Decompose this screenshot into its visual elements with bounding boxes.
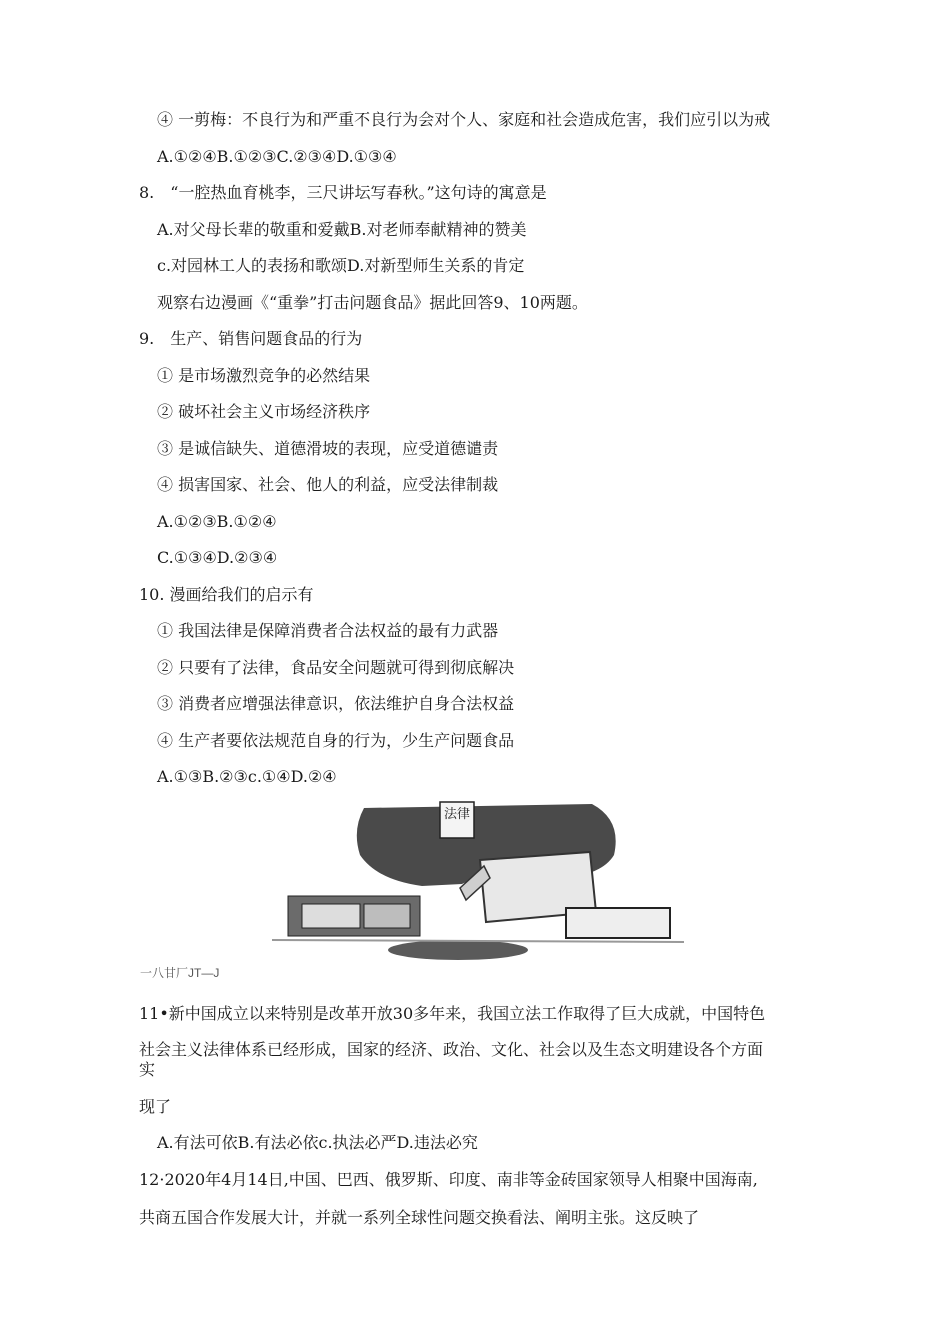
q12-stem-line2: 共商五国合作发展大计，并就一系列全球性问题交换看法、阐明主张。这反映了 [139,1208,700,1227]
q11-stem-line3: 实 [139,1060,156,1079]
q11-stem-line2: 社会主义法律体系已经形成，国家的经济、政治、文化、社会以及生态文明建设各个方面 [139,1040,764,1059]
q9-item3: ③ 是诚信缺失、道德滑坡的表现，应受道德谴责 [157,439,499,458]
q11-stem-line4: 现了 [139,1097,172,1116]
q9-item4: ④ 损害国家、社会、他人的利益，应受法律制裁 [157,475,499,494]
q8-stem: 8. “一腔热血育桃李，三尺讲坛写春秋。”这句诗的寓意是 [139,183,547,202]
q8-options-cd: c.对园林工人的表扬和歌颂D.对新型师生关系的肯定 [157,256,525,275]
q10-item2: ② 只要有了法律，食品安全问题就可得到彻底解决 [157,658,515,677]
q11-options: A.有法可依B.有法必依c.执法必严D.违法必究 [157,1133,478,1152]
q9-item2: ② 破坏社会主义市场经济秩序 [157,402,371,421]
law-sign-text-1: 法律 [443,807,471,822]
cartoon-caption: 一八甘厂JT—J [140,966,220,980]
q10-item1: ① 我国法律是保障消费者合法权益的最有力武器 [157,621,499,640]
q10-item3: ③ 消费者应增强法律意识，依法维护自身合法权益 [157,694,515,713]
q10-item4: ④ 生产者要依法规范自身的行为，少生产问题食品 [157,731,515,750]
q9-stem: 9. 生产、销售问题食品的行为 [139,329,363,348]
q11-stem-line1: 11•新中国成立以来特别是改革开放30多年来，我国立法工作取得了巨大成就，中国特色 [139,1004,766,1023]
q9-item1: ① 是市场激烈竞争的必然结果 [157,366,371,385]
q12-stem-line1: 12·2020年4月14日,中国、巴西、俄罗斯、印度、南非等金砖国家领导人相聚中国海南, [139,1170,758,1189]
cartoon-instruction: 观察右边漫画《“重拳”打击问题食品》据此回答9、10两题。 [157,293,588,312]
cartoon-image [272,800,684,960]
q9-options-ab: A.①②③B.①②④ [157,512,277,531]
product-right [566,908,670,938]
line-q7-item4: ④ 一剪梅：不良行为和严重不良行为会对个人、家庭和社会造成危害，我们应引以为戒 [157,110,771,129]
q10-options: A.①③B.②③c.①④D.②④ [157,767,337,786]
q9-options-cd: C.①③④D.②③④ [157,548,278,567]
q7-options: A.①②④B.①②③C.②③④D.①③④ [157,147,397,166]
product-bottom [388,940,528,960]
q8-options-ab: A.对父母长辈的敬重和爱戴B.对老师奉献精神的赞美 [157,220,527,239]
q10-stem: 10. 漫画给我们的启示有 [139,585,314,604]
